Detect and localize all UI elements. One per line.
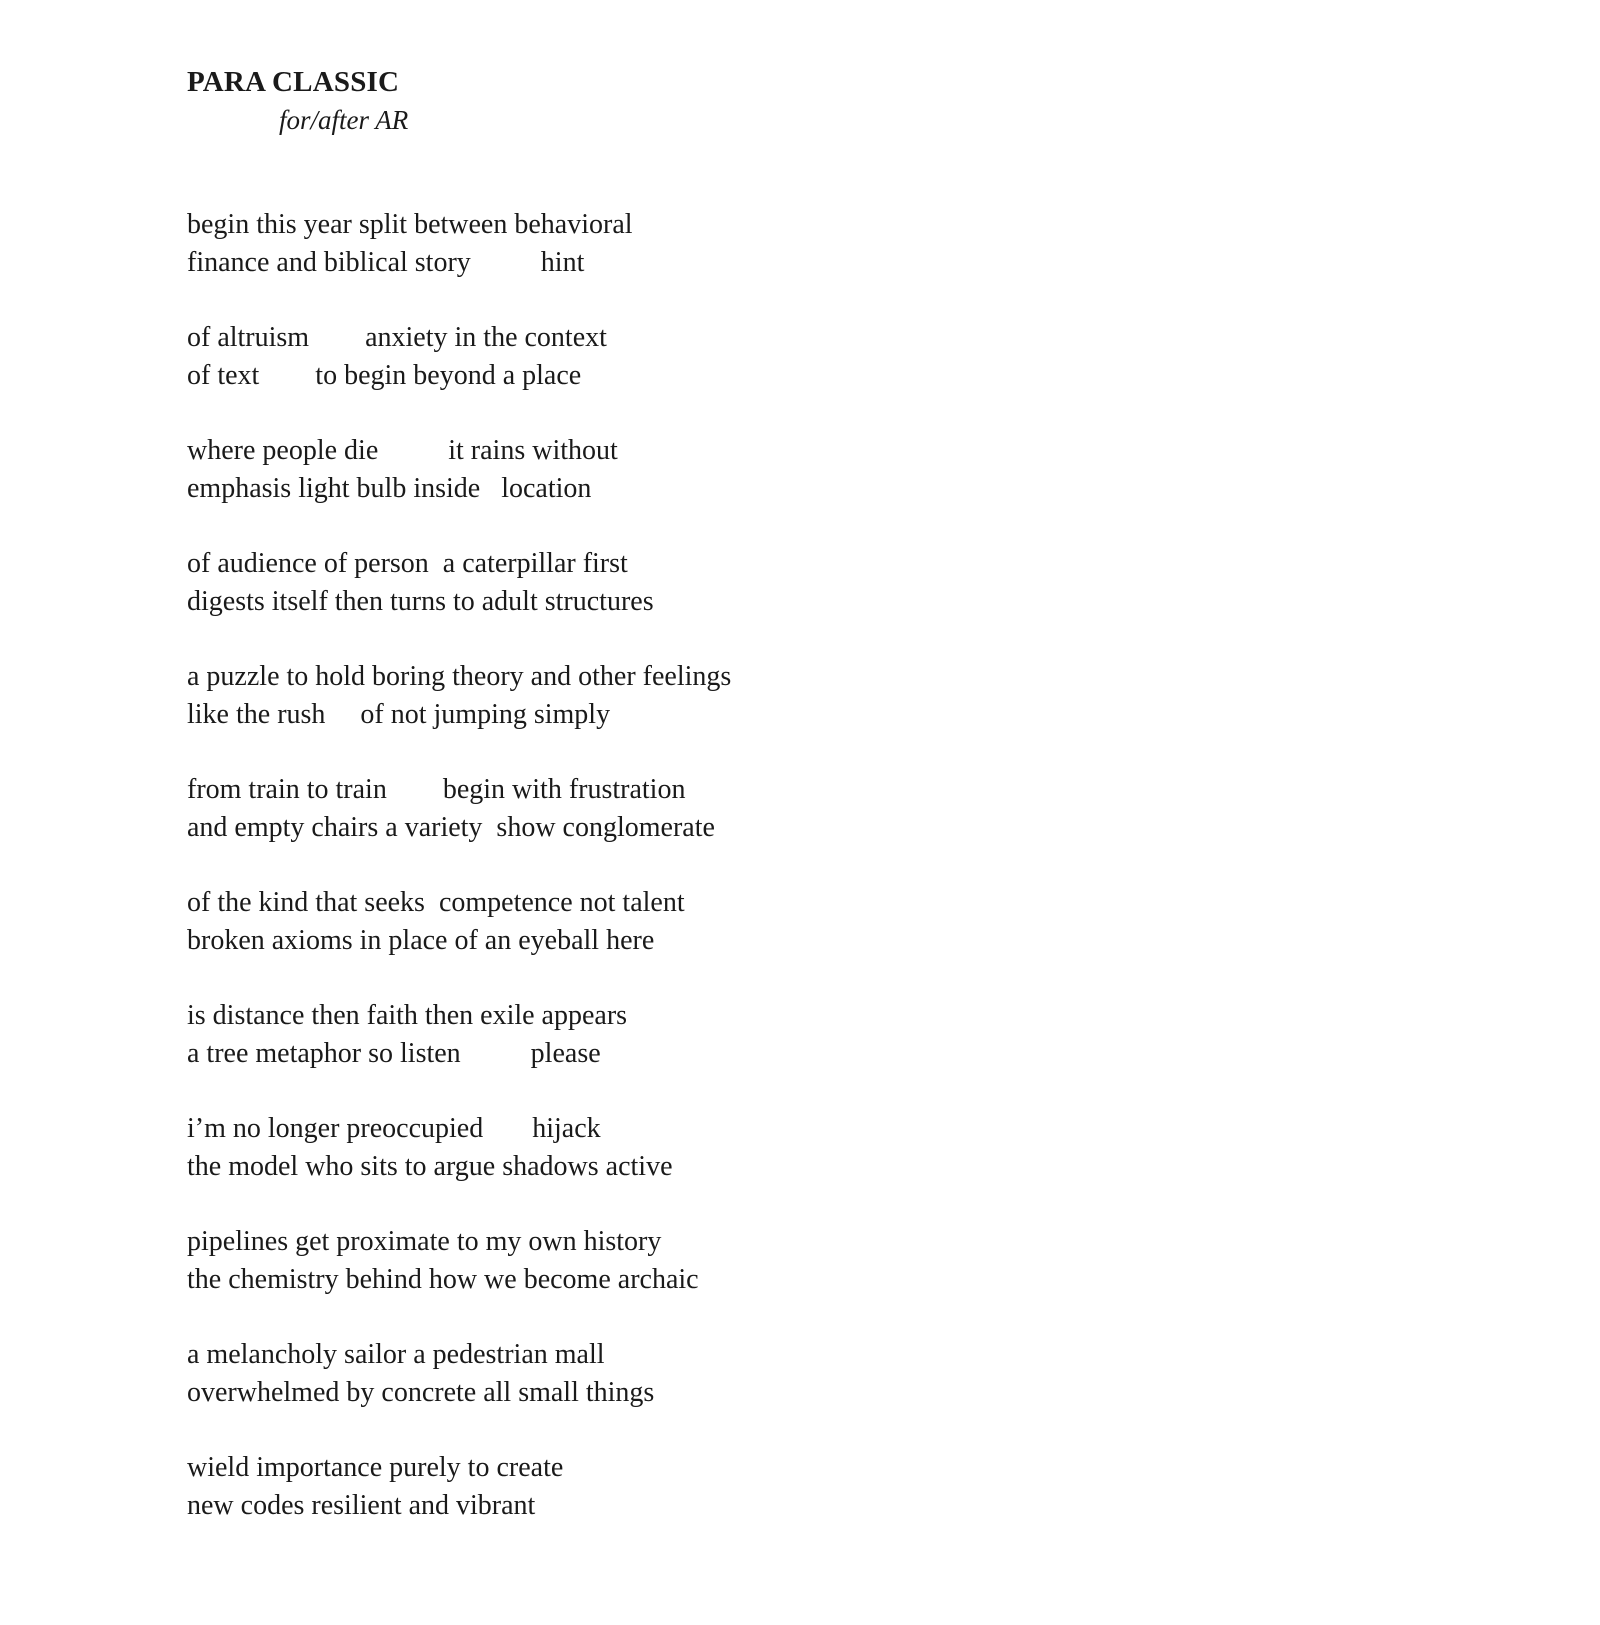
- stanza: [187, 432, 1187, 507]
- poem-line: from train to train begin with frustration: [187, 774, 686, 805]
- stanza: [187, 997, 1187, 1072]
- stanza: [187, 658, 1187, 733]
- stanza: [187, 884, 1187, 959]
- stanza: [187, 319, 1187, 394]
- stanza: [187, 545, 1187, 620]
- poem-line: i’m no longer preoccupied hijack: [187, 1113, 601, 1144]
- poem-page: [187, 62, 1187, 1562]
- poem-line: of audience of person a caterpillar first: [187, 548, 628, 579]
- poem-line: and empty chairs a variety show conglomerate: [187, 811, 715, 843]
- poem-line: pipelines get proximate to my own history: [187, 1226, 662, 1257]
- poem-line: a puzzle to hold boring theory and other feelings: [187, 661, 732, 692]
- poem-line: a melancholy sailor a pedestrian mall: [187, 1339, 605, 1370]
- poem-body: [187, 206, 1187, 1524]
- poem-line: of text to begin beyond a place: [187, 359, 582, 391]
- stanza: [187, 206, 1187, 281]
- stanza: [187, 1223, 1187, 1298]
- poem-line: emphasis light bulb inside location: [187, 472, 592, 504]
- stanza: [187, 771, 1187, 846]
- poem-line: is distance then faith then exile appears: [187, 1000, 628, 1031]
- poem-line: of altruism anxiety in the context: [187, 322, 607, 353]
- stanza: [187, 1110, 1187, 1185]
- poem-line: where people die it rains without: [187, 435, 618, 466]
- poem-line: begin this year split between behavioral: [187, 209, 633, 240]
- poem-title: PARA CLASSIC: [187, 66, 400, 98]
- poem-line: of the kind that seeks competence not talent: [187, 887, 685, 918]
- poem-line: the model who sits to argue shadows active: [187, 1150, 673, 1182]
- poem-line: like the rush of not jumping simply: [187, 698, 611, 730]
- poem-line: the chemistry behind how we become archaic: [187, 1263, 699, 1295]
- stanza: [187, 1449, 1187, 1524]
- poem-line: broken axioms in place of an eyeball here: [187, 924, 655, 956]
- poem-line: new codes resilient and vibrant: [187, 1489, 536, 1521]
- stanza: [187, 1336, 1187, 1411]
- poem-line: overwhelmed by concrete all small things: [187, 1376, 655, 1408]
- poem-line: finance and biblical story hint: [187, 246, 585, 278]
- poem-dedication: for/after AR: [279, 105, 409, 135]
- poem-line: a tree metaphor so listen please: [187, 1037, 601, 1069]
- poem-line: wield importance purely to create: [187, 1452, 564, 1483]
- poem-line: digests itself then turns to adult structures: [187, 585, 654, 617]
